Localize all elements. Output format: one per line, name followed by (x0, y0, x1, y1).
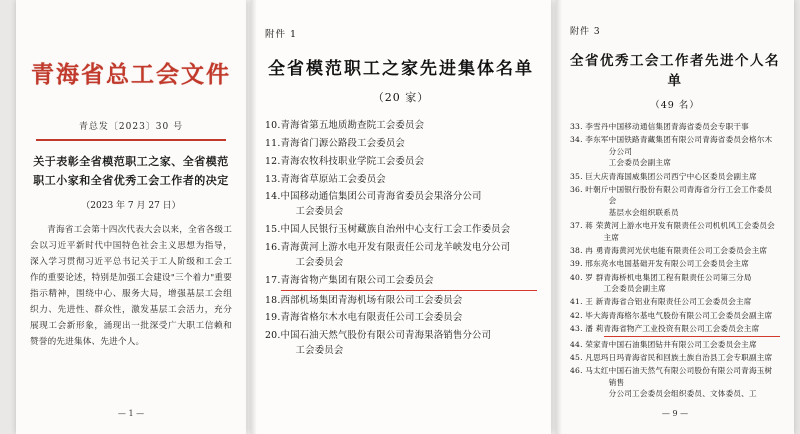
list-item-index: 14. (265, 191, 281, 203)
list-item-text-line2: 工会委员会 (295, 206, 344, 218)
document-page-middle (251, 0, 551, 434)
list-item (265, 173, 537, 188)
list-item-text: 青海省草原站工会委员会 (280, 173, 386, 185)
list-item-index: 45. 凡思玛日玛 (570, 353, 625, 363)
list-item-text: 中国人民银行玉树藏族自治州中心支行工会工作委员会 (280, 224, 511, 236)
list-item-text: 青海省第五地质勘查院工会委员会 (280, 120, 425, 131)
list-item-index: 36. 叶朝斤 (570, 184, 609, 194)
list-item (570, 272, 780, 295)
list-item-text-line2: 基层水会组织联系员 (608, 207, 679, 217)
document-masthead-title: 青海省总工会文件 (31, 61, 231, 88)
list-item (265, 294, 537, 309)
list-item-index: 17. (265, 274, 281, 286)
list-item-text: 青海省合铝业有限责任公司工会委员会主席 (603, 297, 752, 307)
list-item-text: 黄河上游水电开发有限责任公司机机风工会委员会主席 (603, 221, 775, 242)
list-item-index: 35. 巨大庆 (570, 171, 609, 181)
page-number-right: — 9 — (661, 409, 689, 418)
list-item-text: 西部机场集团青海机场有限公司工会委员会 (280, 294, 463, 306)
list-item (265, 223, 537, 238)
list-item-index: 12. (265, 155, 281, 167)
list-item-text: 青海黄河光伏电能有限责任公司工会委员会主席 (603, 245, 768, 255)
list-item-index: 37. 蒋 荣 (570, 221, 604, 231)
list-count-right: （49 名） (650, 100, 700, 111)
decision-date: （2023 年 7 月 27 日） (81, 201, 181, 212)
list-item-text: 青海桥机电集团工程有限责任公司第三分局 工会委员会副主席 (604, 272, 781, 295)
list-title-model-worker-homes: 全省模范职工之家先进集体名单 (268, 59, 534, 79)
list-item-text: 中国铁路青藏集团有限公司青海省委员会格尔木分公司 工会委员会副主席 (609, 134, 780, 168)
list-count-middle: （20 家） (372, 91, 430, 104)
list-item (570, 245, 780, 256)
list-item (570, 171, 780, 182)
list-item (265, 119, 537, 134)
decision-body-text: 青海省工会第十四次代表大会以来，全省各级工会以习近平新时代中国特色社会主义思想为指导，深入学习贯彻习近平总书记关于工人阶级和工会工作的重要论述，特别是加强工会建设"三个着力"重要指示精神，围绕中心、服务大局，增强基层工会组织力、先进性、群众性，激发基层工会活力，充分展现工会新形象，涌现出一批深受广大职工信赖和赞誉的先进集体、先进个人。 (30, 225, 232, 347)
list-item-index: 40. 罗 群 (570, 272, 604, 282)
list-item-index: 39. 邢东亮 (570, 259, 609, 269)
award-list-right (570, 121, 780, 400)
list-item (570, 352, 780, 363)
list-item-index: 16. (265, 242, 281, 254)
list-item-text: 青海省门源公路段工会委员会 (280, 137, 405, 149)
list-item-text-line2: 工会委员会副主席 (608, 158, 672, 168)
list-item (570, 323, 780, 336)
attachment-label-3: 附件 3 (570, 27, 601, 37)
list-item-text: 青海省物产集团有限公司工会委员会 (281, 274, 537, 291)
document-page-left (16, 0, 246, 434)
list-item-index: 20. (265, 330, 281, 342)
list-item-index: 42. 毕大海 (570, 310, 609, 320)
list-item-text: 青海黄河上游水电开发有限责任公司龙羊峡发电分公司 工会委员会 (281, 241, 537, 271)
list-item-text: 青海格尔基电气股份有限公司工会委员会副主席 (608, 310, 773, 320)
list-item (570, 296, 780, 307)
page-number-left: — 1 — (117, 409, 145, 418)
list-item-index: 33. 李雪丹 (570, 122, 609, 131)
list-item-text: 青海农牧科技职业学院工会委员会 (280, 155, 425, 167)
list-item (570, 134, 780, 168)
red-divider-rule (36, 139, 226, 141)
list-item (570, 220, 780, 243)
list-item (570, 339, 780, 350)
list-item-index: 10. (265, 120, 281, 131)
list-item-text: 中国石油天然气股份有限公司青海果洛销售分公司 工会委员会 (281, 329, 537, 359)
list-item-index: 38. 冉 勇 (570, 245, 604, 255)
list-item-index: 46. 马太红 (570, 366, 609, 376)
list-item-text: 青海省格尔木水电有限责任公司工会委员会 (280, 312, 463, 324)
list-item (570, 121, 780, 132)
list-item (265, 329, 537, 359)
list-item-text: 青海国威集团公司西宁中心区委员会副主席 (608, 171, 757, 181)
list-item-index: 18. (265, 294, 281, 306)
list-item-text-line2: 工会委员会 (295, 256, 344, 268)
list-item-text: 水电国基础开发有限公司工会委员会主席 (608, 259, 749, 269)
list-item-index: 41. 王 新 (570, 297, 604, 307)
list-item (570, 365, 780, 399)
attachment-label-1: 附件 1 (265, 29, 298, 40)
list-item-text: 中国石油集团钻井有限公司工会委员会主席 (608, 339, 757, 349)
list-item-index: 43. 潘 莉 (570, 324, 604, 334)
list-item (265, 137, 537, 152)
list-item-text: 中国石油天然气有限公司股份有限公司青海玉树销售 分公司工会委员会组织委员、文体委员、工 (609, 365, 780, 399)
list-item-text: 中国移动通信集团公司青海省委员会果洛分公司 工会委员会 (281, 190, 537, 220)
list-item-index: 19. (265, 312, 281, 324)
list-item-index: 15. (265, 224, 281, 236)
decision-title: 关于表彰全省模范职工之家、全省模范职工小家和全省优秀工会工作者的决定 (33, 155, 229, 187)
list-item (265, 190, 537, 220)
list-item-text: 中国移动通信集团青海省委员会专职干事 (608, 122, 749, 131)
list-item (265, 311, 537, 326)
list-item-text: 中国银行股份有限公司青海省分行工会工作委员会 基层水会组织联系员 (609, 184, 780, 218)
list-item-text-line2: 工会委员会副主席 (603, 284, 666, 294)
list-item-index: 34. 李东军 (570, 135, 609, 145)
list-item-text: 青海省物产工业投资有限公司工会委员会主席 (604, 323, 781, 336)
list-item-index: 11. (265, 137, 281, 149)
list-item (570, 310, 780, 321)
list-item-index: 44. 荣家青 (570, 339, 609, 349)
list-item (265, 274, 537, 291)
list-item-text: 青海省民和回族土族自治县工会专职副主席 (624, 353, 773, 363)
list-title-outstanding-workers: 全省优秀工会工作者先进个人名单 (570, 53, 780, 89)
document-page-right (556, 0, 794, 434)
list-item-index: 13. (265, 173, 281, 185)
list-item-text-line2: 工会委员会 (295, 345, 344, 357)
document-number: 青总发〔2023〕30 号 (78, 122, 184, 132)
list-item (265, 155, 537, 170)
list-item (265, 241, 537, 271)
list-item-text-line2: 分公司工会委员会组织委员、文体委员、工 (608, 389, 757, 399)
list-item (570, 184, 780, 218)
list-item (570, 258, 780, 269)
award-list-middle (265, 119, 537, 359)
